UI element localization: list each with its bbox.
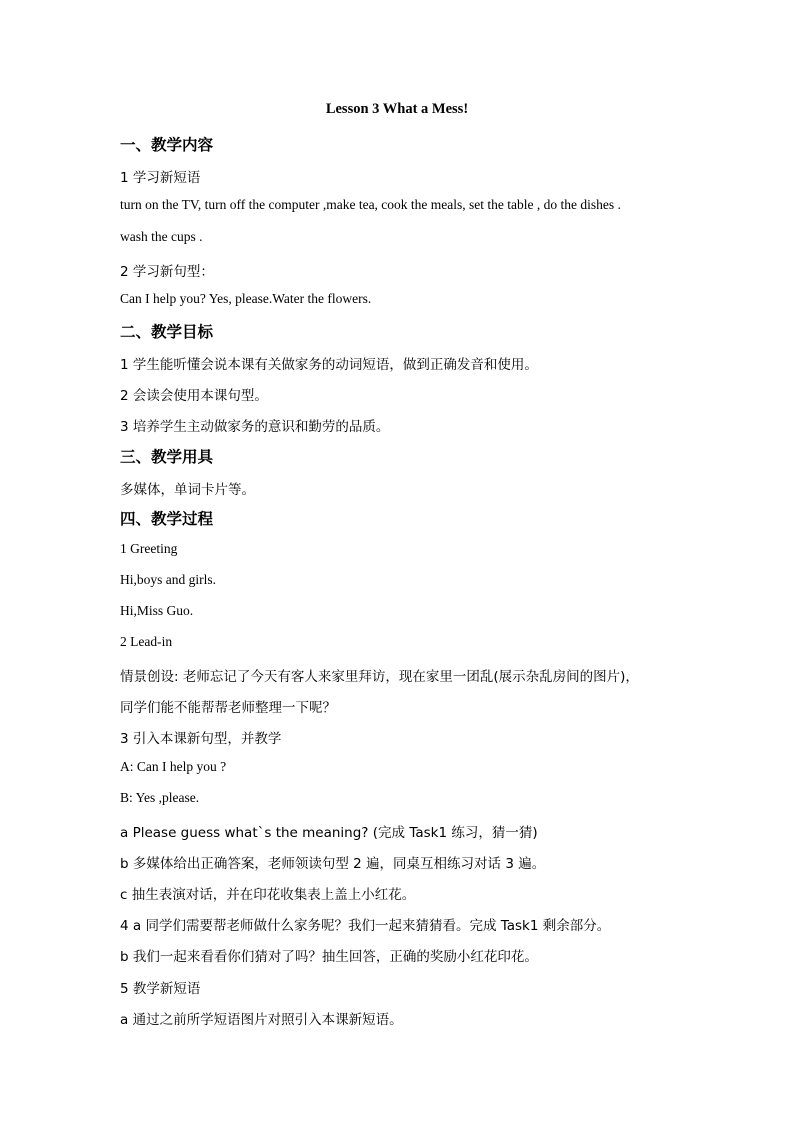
paragraph: B: Yes ,please. bbox=[120, 790, 200, 805]
paragraph: Hi,Miss Guo. bbox=[120, 603, 194, 618]
paragraph: c 抽生表演对话，并在印花收集表上盖上小红花。 bbox=[120, 887, 416, 903]
paragraph: 5 教学新短语 bbox=[120, 981, 201, 997]
paragraph: a 通过之前所学短语图片对照引入本课新短语。 bbox=[120, 1012, 403, 1028]
paragraph: b 多媒体给出正确答案，老师领读句型 2 遍，同桌互相练习对话 3 遍。 bbox=[120, 856, 546, 872]
paragraph: 同学们能不能帮帮老师整理一下呢？ bbox=[120, 700, 336, 716]
paragraph: a Please guess what`s the meaning? (完成 Task1 练习，猜一猜) bbox=[120, 825, 538, 841]
paragraph: 3 培养学生主动做家务的意识和勤劳的品质。 bbox=[120, 419, 390, 435]
document-title: Lesson 3 What a Mess! bbox=[325, 101, 469, 117]
paragraph: turn on the TV, turn off the computer ,make tea, cook the meals, set the table , do the dishes . bbox=[120, 197, 621, 212]
paragraph: b 我们一起来看看你们猜对了吗？抽生回答，正确的奖励小红花印花。 bbox=[120, 949, 538, 965]
paragraph: 1 学习新短语 bbox=[120, 170, 201, 186]
paragraph: 4 a 同学们需要帮老师做什么家务呢？我们一起来猜猜看。完成 Task1 剩余部分。 bbox=[120, 918, 611, 934]
paragraph: 情景创设: 老师忘记了今天有客人来家里拜访，现在家里一团乱(展示杂乱房间的图片)， bbox=[120, 669, 639, 685]
section-heading-process: 四、教学过程 bbox=[120, 510, 214, 528]
paragraph: 1 学生能听懂会说本课有关做家务的动词短语，做到正确发音和使用。 bbox=[120, 357, 538, 373]
section-heading-content: 一、教学内容 bbox=[120, 136, 214, 154]
paragraph: wash the cups . bbox=[120, 229, 203, 244]
section-heading-materials: 三、教学用具 bbox=[120, 448, 214, 466]
paragraph: 2 学习新句型： bbox=[120, 264, 214, 280]
section-heading-goals: 二、教学目标 bbox=[120, 323, 214, 341]
paragraph: Hi,boys and girls. bbox=[120, 572, 216, 587]
paragraph: 多媒体，单词卡片等。 bbox=[120, 482, 255, 498]
paragraph: 2 Lead-in bbox=[120, 634, 173, 649]
paragraph: 2 会读会使用本课句型。 bbox=[120, 388, 268, 404]
paragraph: Can I help you? Yes, please.Water the flowers. bbox=[120, 291, 372, 306]
paragraph: 1 Greeting bbox=[120, 541, 178, 556]
paragraph: 3 引入本课新句型，并教学 bbox=[120, 731, 282, 747]
paragraph: A: Can I help you ? bbox=[120, 759, 227, 774]
